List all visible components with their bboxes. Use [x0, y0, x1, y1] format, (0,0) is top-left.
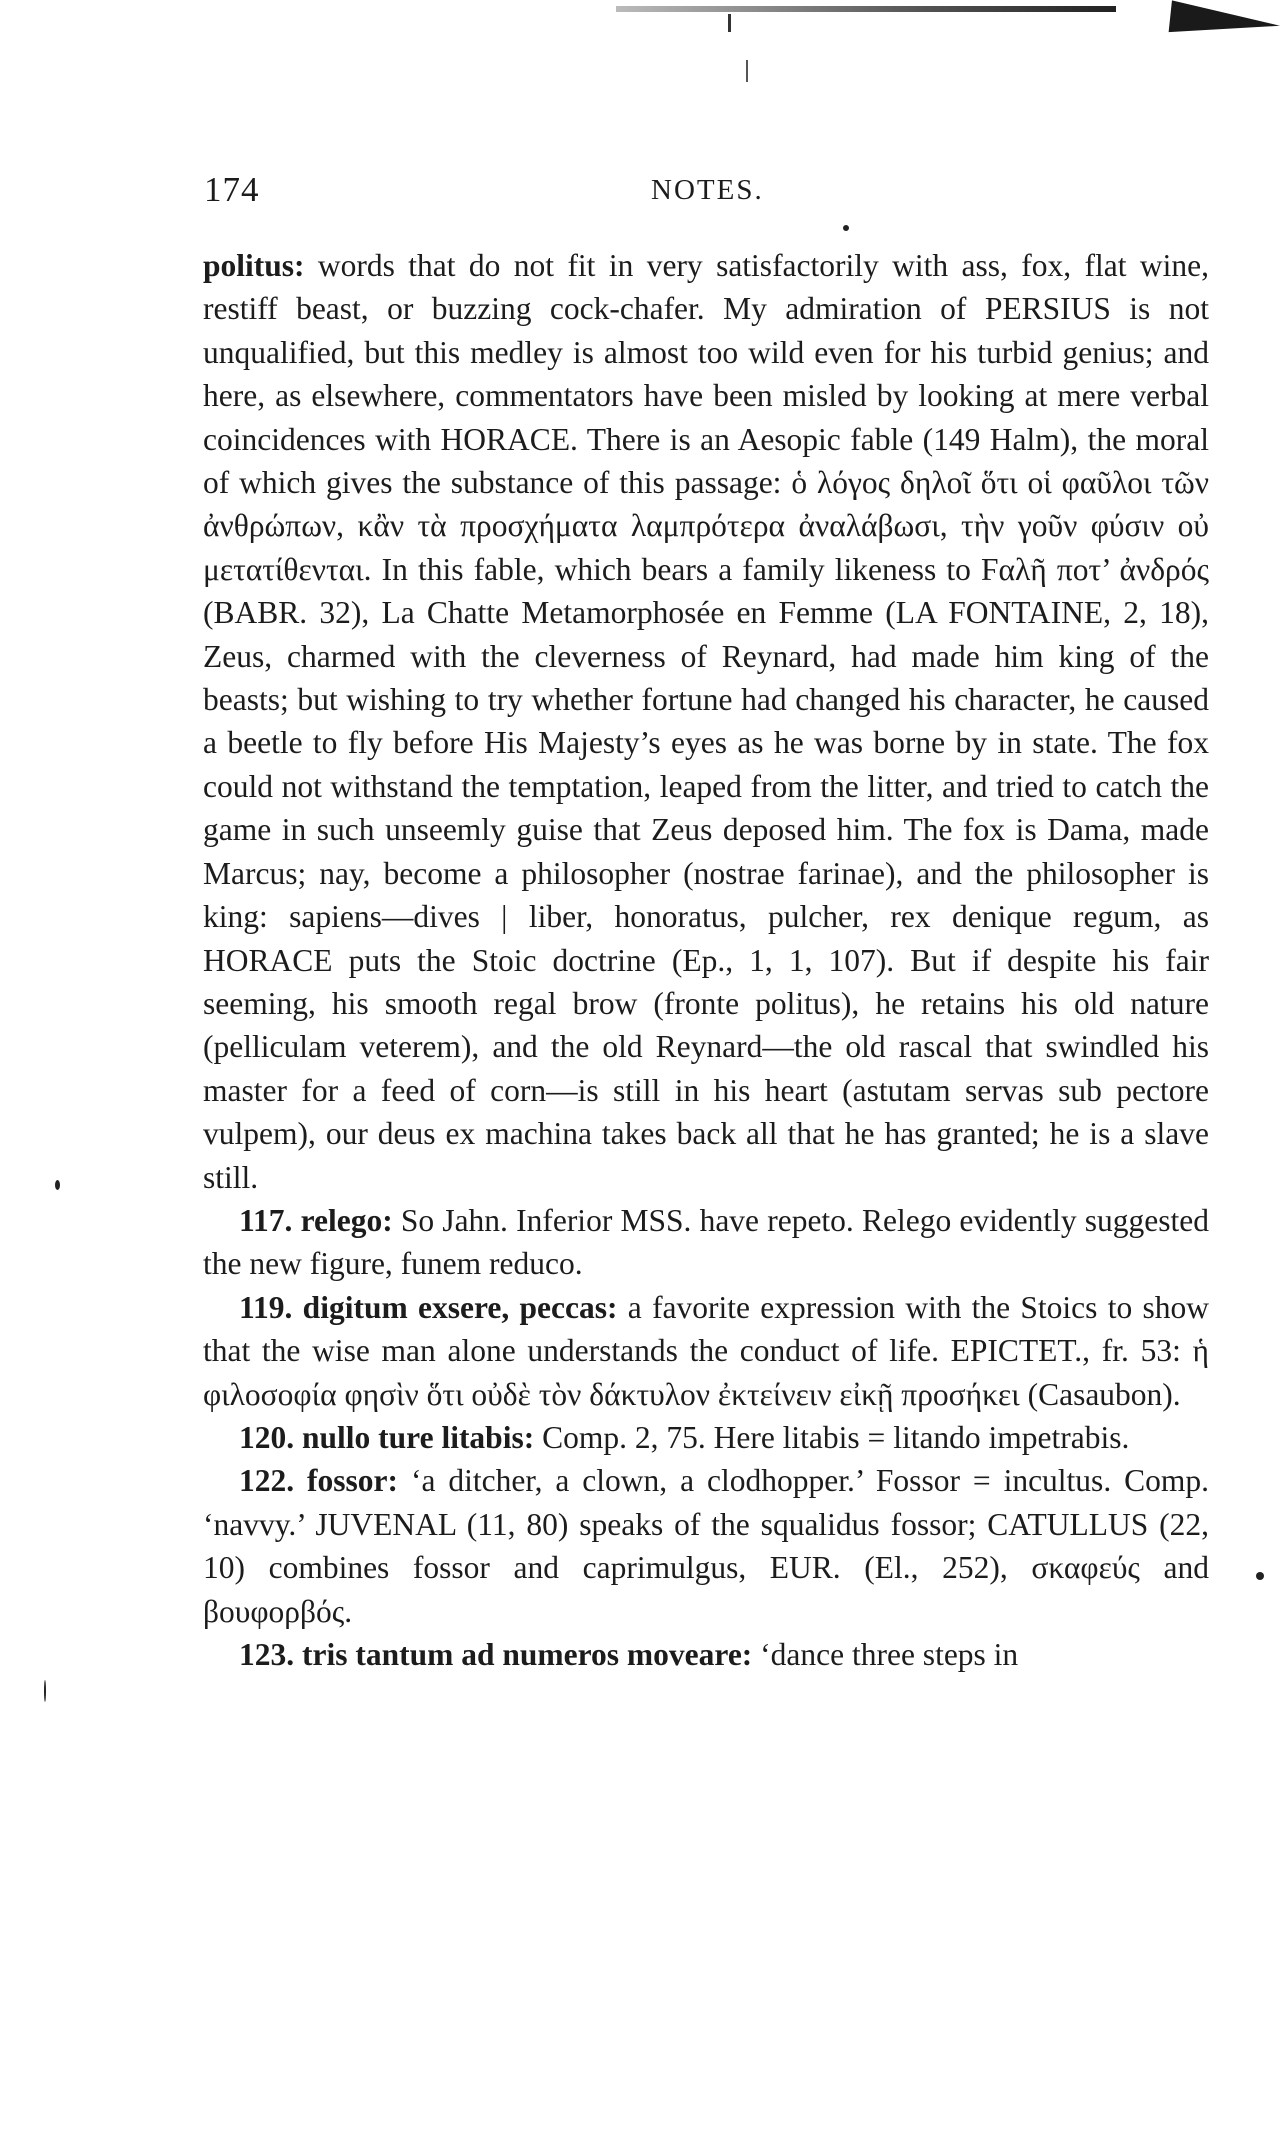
note-lemma: 122. fossor: [239, 1463, 399, 1499]
note-body: So Jahn. Inferior MSS. have repeto. Relego evidently suggested the new figure, funem reduco. [203, 1202, 1209, 1282]
note-117 [203, 1199, 1209, 1286]
note-120 [203, 1416, 1209, 1459]
note-body: ‘a ditcher, a clown, a clodhopper.’ Fossor = incultus. Comp. ‘navvy.’ JUVENAL (11, 80) speaks of the squalidus fossor; CATULLUS (22, 10) combines fossor and caprimulgus, EUR. (El., 252), σκαφεύς and βουφορβός. [203, 1463, 1210, 1629]
note-lemma: 119. digitum exsere, peccas: [239, 1289, 618, 1325]
scan-speck [1256, 1572, 1264, 1580]
scan-speck [44, 1680, 46, 1702]
scan-tick-mark [728, 14, 731, 32]
note-continuation [203, 244, 1209, 1199]
notes-text [203, 244, 1209, 1676]
note-lemma: politus: [203, 248, 305, 283]
note-lemma: 120. nullo ture litabis: [239, 1419, 535, 1455]
scan-rule-mark [616, 6, 1116, 12]
running-head: NOTES. [651, 174, 764, 206]
note-123 [203, 1633, 1209, 1676]
note-body: a favorite expression with the Stoics to show that the wise man alone understands the conduct of life. EPICTET., fr. 53: ἡ φιλοσοφία φησὶν ὅτι οὐδὲ τὸν δάκτυλον ἐκτείνειν εἰκῇ προσήκει (Casaubon). [203, 1289, 1210, 1412]
note-lemma: 123. tris tantum ad numeros moveare: [239, 1637, 753, 1672]
note-body: ‘dance three steps in [760, 1637, 1019, 1672]
page-header [204, 170, 1204, 220]
note-122 [203, 1459, 1209, 1633]
scan-arrow-mark [1169, 0, 1282, 43]
note-body: words that do not fit in very satisfactorily with ass, fox, flat wine, restiff beast, or buzzing cock-chafer. My admiration of PERSIUS is not unqualified, but this medley is almost too wild even for his turbid genius; and here, as elsewhere, commentators have been misled by looking at mere verbal coincidences with HORACE. There is an Aesopic fable (149 Halm), the moral of which gives the substance of this passage: ὁ λόγος δηλοῖ ὅτι οἱ φαῦλοι τῶν ἀνθρώπων, κἂν τὰ προσχήματα λαμπρότερα ἀναλάβωσι, τὴν γοῦν φύσιν οὐ μετατίθενται. In this fable, which bears a family likeness to Ϝαλῆ ποτ’ ἀνδρός (BABR. 32), La Chatte Metamorphosée en Femme (LA FONTAINE, 2, 18), Zeus, charmed with the cleverness of Reynard, had made him king of the beasts; but wishing to try whether fortune had changed his character, he caused a beetle to fly before His Majesty’s eyes as he was borne by in state. The fox could not withstand the temptation, leaped from the litter, and tried to catch the game in such unseemly guise that Zeus deposed him. The fox is Dama, made Marcus; nay, become a philosopher (nostrae farinae), and the philosopher is king: sapiens—dives | liber, honoratus, pulcher, rex denique regum, as HORACE puts the Stoic doctrine (Ep., 1, 1, 107). But if despite his fair seeming, his smooth regal brow (fronte politus), he retains his old nature (pelliculam veterem), and the old Reynard—the old rascal that swindled his master for a feed of corn—is still in his heart (astutam servas sub pectore vulpem), our deus ex machina takes back all that he has granted; he is a slave still. [203, 248, 1210, 1195]
page-number: 174 [204, 170, 260, 209]
scan-speck [843, 225, 849, 231]
note-body: Comp. 2, 75. Here litabis = litando impetrabis. [542, 1419, 1130, 1455]
scan-tick-mark [746, 60, 748, 82]
note-119 [203, 1286, 1209, 1416]
note-lemma: 117. relego: [239, 1202, 393, 1238]
scan-speck [55, 1180, 60, 1190]
